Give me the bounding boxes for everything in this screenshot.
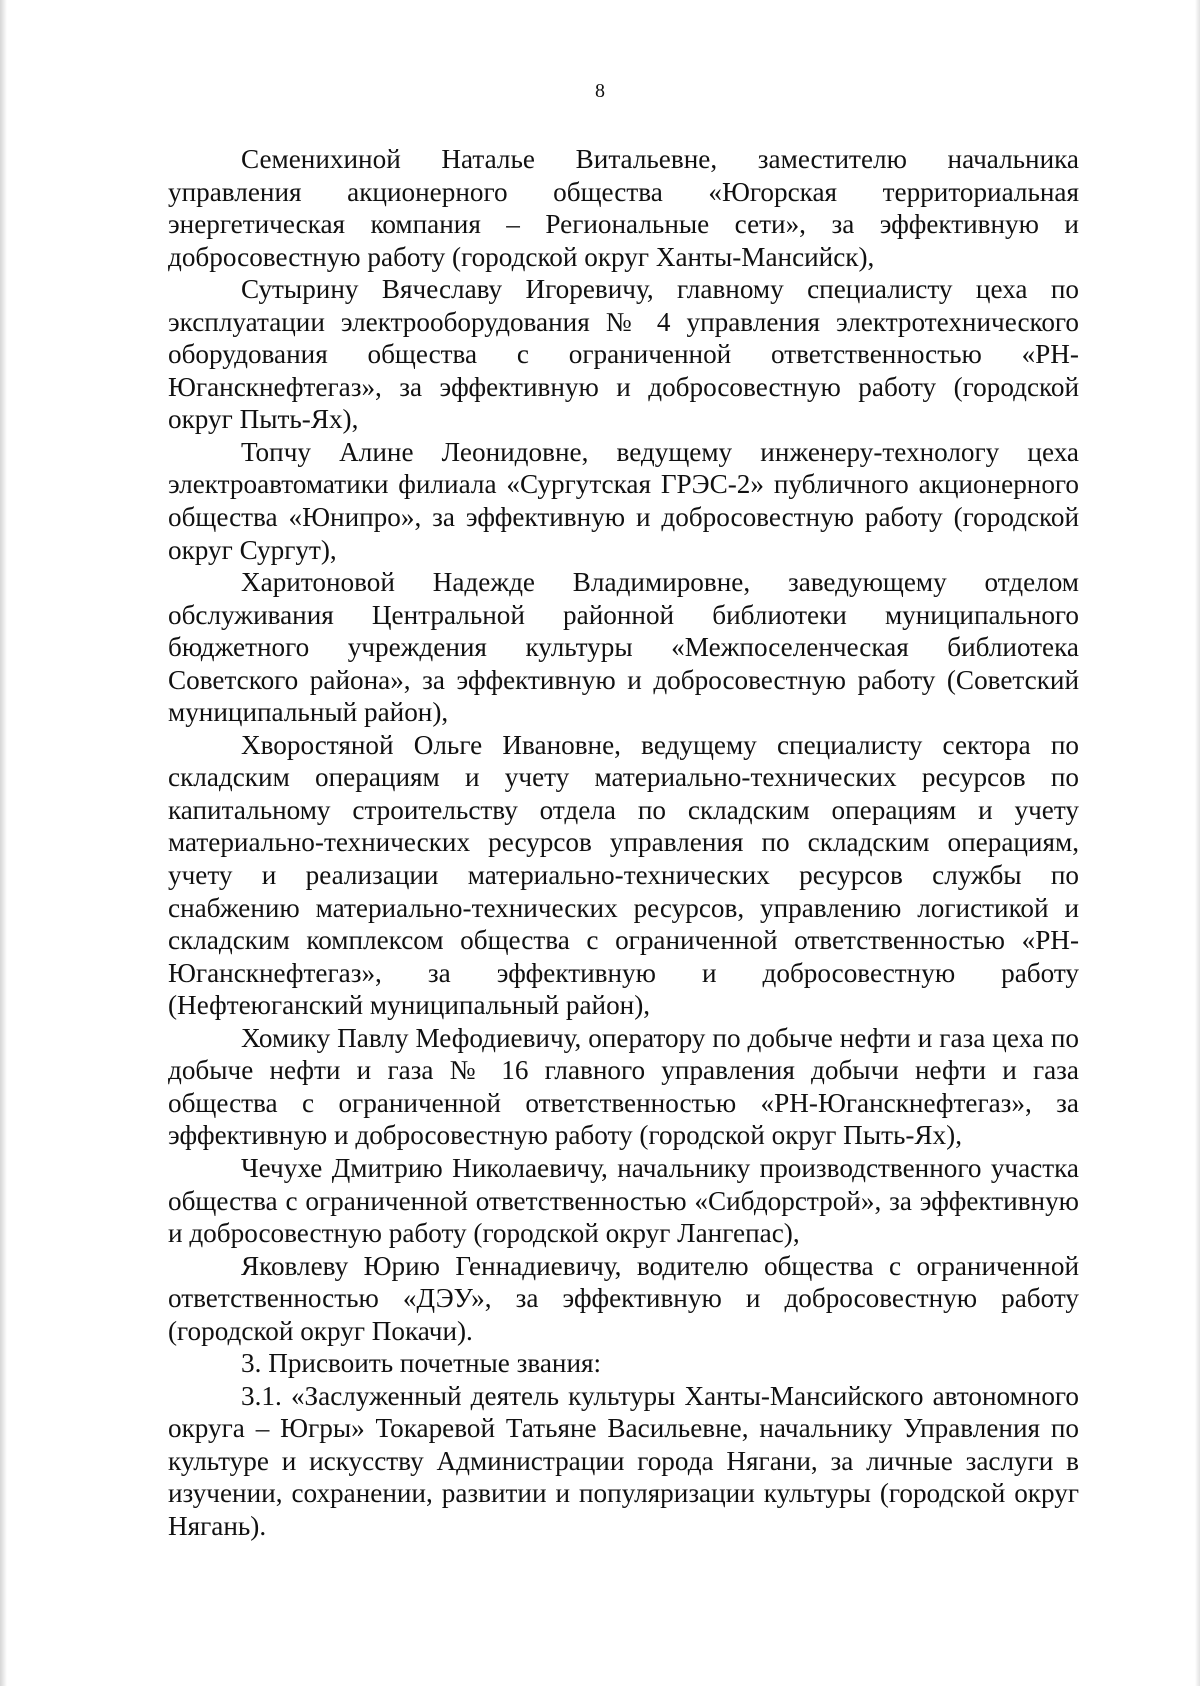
- paragraph-khvorostyanaya: Хворостяной Ольге Ивановне, ведущему специалисту сектора по складским операциям и учету материально-технических ресурсов по капитальному строительству отдела по складским операциям и учету материально-технических ресурсов управления по складским операциям, учету и реализации материально-технических ресурсов службы по снабжению материально-технических ресурсов, управлению логистикой и складским комплексом общества с ограниченной ответственностью «РН-Юганскнефтегаз», за эффективную и добросовестную работу (Нефтеюганский муниципальный район),: [168, 729, 1079, 1021]
- paragraph-topchu: Топчу Алине Леонидовне, ведущему инженеру-технологу цеха электроавтоматики филиала «Сургутская ГРЭС-2» публичного акционерного общества «Юнипро», за эффективную и добросовестную работу (городской округ Сургут),: [168, 436, 1079, 565]
- paragraph-yakovlev: Яковлеву Юрию Геннадиевичу, водителю общества с ограниченной ответственностью «ДЭУ», за эффективную и добросовестную работу (городской округ Покачи).: [168, 1250, 1079, 1346]
- paragraph-3-1: 3.1. «Заслуженный деятель культуры Ханты-Мансийского автономного округа – Югры» Токаревой Татьяне Васильевне, начальнику Управления по культуре и искусству Администрации города Нягани, за личные заслуги в изучении, сохранении, развитии и популяризации культуры (городской округ Нягань).: [168, 1380, 1079, 1541]
- paragraph-chechukha: Чечухе Дмитрию Николаевичу, начальнику производственного участка общества с ограниченной ответственностью «Сибдорстрой», за эффективную и добросовестную работу (городской округ Лангепас),: [168, 1152, 1079, 1249]
- paragraph-kharitonova: Харитоновой Надежде Владимировне, заведующему отделом обслуживания Центральной районной библиотеки муниципального бюджетного учреждения культуры «Межпоселенческая библиотека Советского района», за эффективную и добросовестную работу (Советский муниципальный район),: [168, 567, 1079, 728]
- scan-edge-right: [1195, 0, 1200, 1686]
- section-heading-3: 3. Присвоить почетные звания:: [241, 1348, 602, 1379]
- scan-edge-left: [0, 0, 7, 1686]
- paragraph-semenikhina: Семенихиной Наталье Витальевне, заместителю начальника управления акционерного общества «Югорская территориальная энергетическая компания – Региональные сети», за эффективную и добросовестную работу (городской округ Ханты-Мансийск),: [168, 144, 1079, 272]
- document-body: [168, 143, 1079, 1543]
- paragraph-sutyrin: Сутырину Вячеславу Игоревичу, главному специалисту цеха по эксплуатации электрооборудования № 4 управления электротехнического оборудования общества с ограниченной ответственностью «РН-Юганскнефтегаз», за эффективную и добросовестную работу (городской округ Пыть-Ях),: [168, 274, 1079, 435]
- page-number: 8: [595, 80, 605, 102]
- paragraph-khomik: Хомику Павлу Мефодиевичу, оператору по добыче нефти и газа цеха по добыче нефти и газа № 16 главного управления добычи нефти и газа общества с ограниченной ответственностью «РН-Юганскнефтегаз», за эффективную и добросовестную работу (городской округ Пыть-Ях),: [168, 1022, 1079, 1151]
